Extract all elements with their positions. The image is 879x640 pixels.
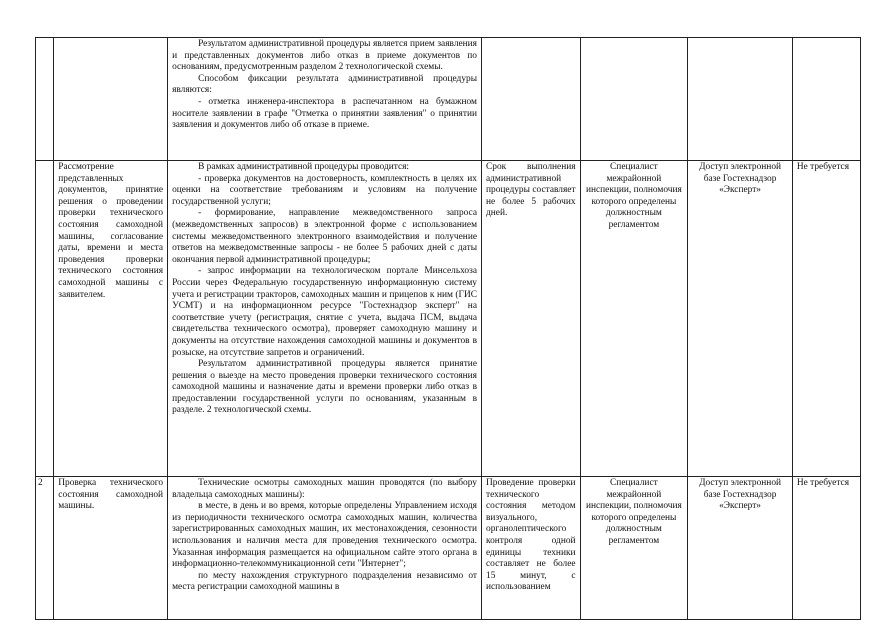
forms-cell: Не требуется bbox=[792, 477, 860, 620]
resources-cell: Доступ электронной базе Гостехнадзор «Эксперт» bbox=[688, 161, 793, 477]
performer-cell bbox=[580, 38, 688, 161]
table-row bbox=[36, 477, 861, 620]
description-paragraph: в месте, в день и во время, которые определены Управлением исходя из периодичности технического осмотра самоходных машин, количества зарегистрированных самоходных машин, их местонахождения, сезонности использования и наличия места для проведения технического осмотра. Указанная информация размещается на официальном сайте этого органа в информационно-телекоммуникационной сети "Интернет"; bbox=[172, 501, 477, 570]
procedure-description-cell bbox=[168, 38, 482, 161]
procedure-name-cell bbox=[54, 38, 168, 161]
table-row bbox=[36, 38, 861, 161]
procedure-description-cell bbox=[168, 161, 482, 477]
row-number-cell: 2 bbox=[36, 477, 54, 620]
description-paragraph: - отметка инженера-инспектора в распечатанном на бумажном носителе заявлении в графе "Отметка о принятии заявления" о принятии заявления и документов либо об отказе в приеме. bbox=[172, 96, 477, 131]
description-paragraph: В рамках административной процедуры проводится: bbox=[198, 162, 410, 172]
performer-cell: Специалист межрайонной инспекции, полномочия которого определены должностным регламентом bbox=[580, 161, 688, 477]
resources-cell: Доступ электронной базе Гостехнадзор «Эксперт» bbox=[688, 477, 793, 620]
description-paragraph: - проверка документов на достоверность, комплектность в целях их оценки на соответствие требованиям и условиям на получение государственной услуги; bbox=[172, 173, 477, 207]
procedure-name-cell: Проверка технического состояния самоходной машины. bbox=[54, 477, 168, 620]
description-paragraph: Технические осмотры самоходных машин проводятся (по выбору владельца самоходных машины): bbox=[172, 478, 477, 500]
row-number-cell bbox=[36, 161, 54, 477]
procedure-description-cell bbox=[168, 477, 482, 620]
table-row bbox=[36, 161, 861, 477]
forms-cell bbox=[792, 38, 860, 161]
procedure-table bbox=[35, 37, 861, 620]
description-paragraph: - формирование, направление межведомственного запроса (межведомственных запросов) в электронной форме с использованием системы межведомственного электронного взаимодействия и получение ответов на межведомственные запросы - не более 5 рабочих дней с даты окончания первой административной процедуры; bbox=[172, 208, 477, 265]
description-paragraph: Результатом административной процедуры является принятие решения о выезде на место проведения проверки технического состояния самоходной машины и назначение даты и времени проверки либо отказ в предоставлении государственной услуги по основаниям, указанным в разделе. 2 технологической схемы. bbox=[172, 359, 477, 416]
forms-cell: Не требуется bbox=[792, 161, 860, 477]
term-cell: Срок выполнения административной процедуры составляет не более 5 рабочих дней. bbox=[482, 161, 581, 477]
row-number-cell bbox=[36, 38, 54, 161]
resources-cell bbox=[688, 38, 793, 161]
description-paragraph: - запрос информации на технологическом портале Минсельхоза России через Федеральную государственную информационную систему учета и регистрации тракторов, самоходных машин и прицепов к ним (ГИС УСМТ) и на информационном ресурсе "Гостехнадзор эксперт" на соответствие учету (регистрация, снятие с учета, выдача ПСМ, выдача свидетельства технического осмотра), проверяет самоходную машину и документы на отсутствие нахождения самоходной машины и документов в розыске, на отсутствие запретов и ограничений. bbox=[172, 266, 477, 358]
description-paragraph: Способом фиксации результата административной процедуры являются: bbox=[172, 73, 477, 96]
performer-cell: Специалист межрайонной инспекции, полномочия которого определены должностным регламентом bbox=[580, 477, 688, 620]
term-cell bbox=[482, 38, 581, 161]
term-cell: Проведение проверки технического состояния методом визуального, органолептического контроля одной единицы техники составляет не более 15 минут, с использованием bbox=[482, 477, 581, 620]
procedure-name-cell: Рассмотрение представленных документов, принятие решения о проведении проверки технического состояния самоходной машины, согласование даты, времени и места проведения проверки технического состояния самоходной машины с заявителем. bbox=[54, 161, 168, 477]
description-paragraph: Результатом административной процедуры является прием заявления и представленных документов либо отказ в приеме документов по основаниям, предусмотренным разделом 2 технологической схемы. bbox=[172, 39, 477, 73]
description-paragraph: по месту нахождения структурного подразделения независимо от места регистрации самоходной машины в bbox=[172, 570, 477, 593]
